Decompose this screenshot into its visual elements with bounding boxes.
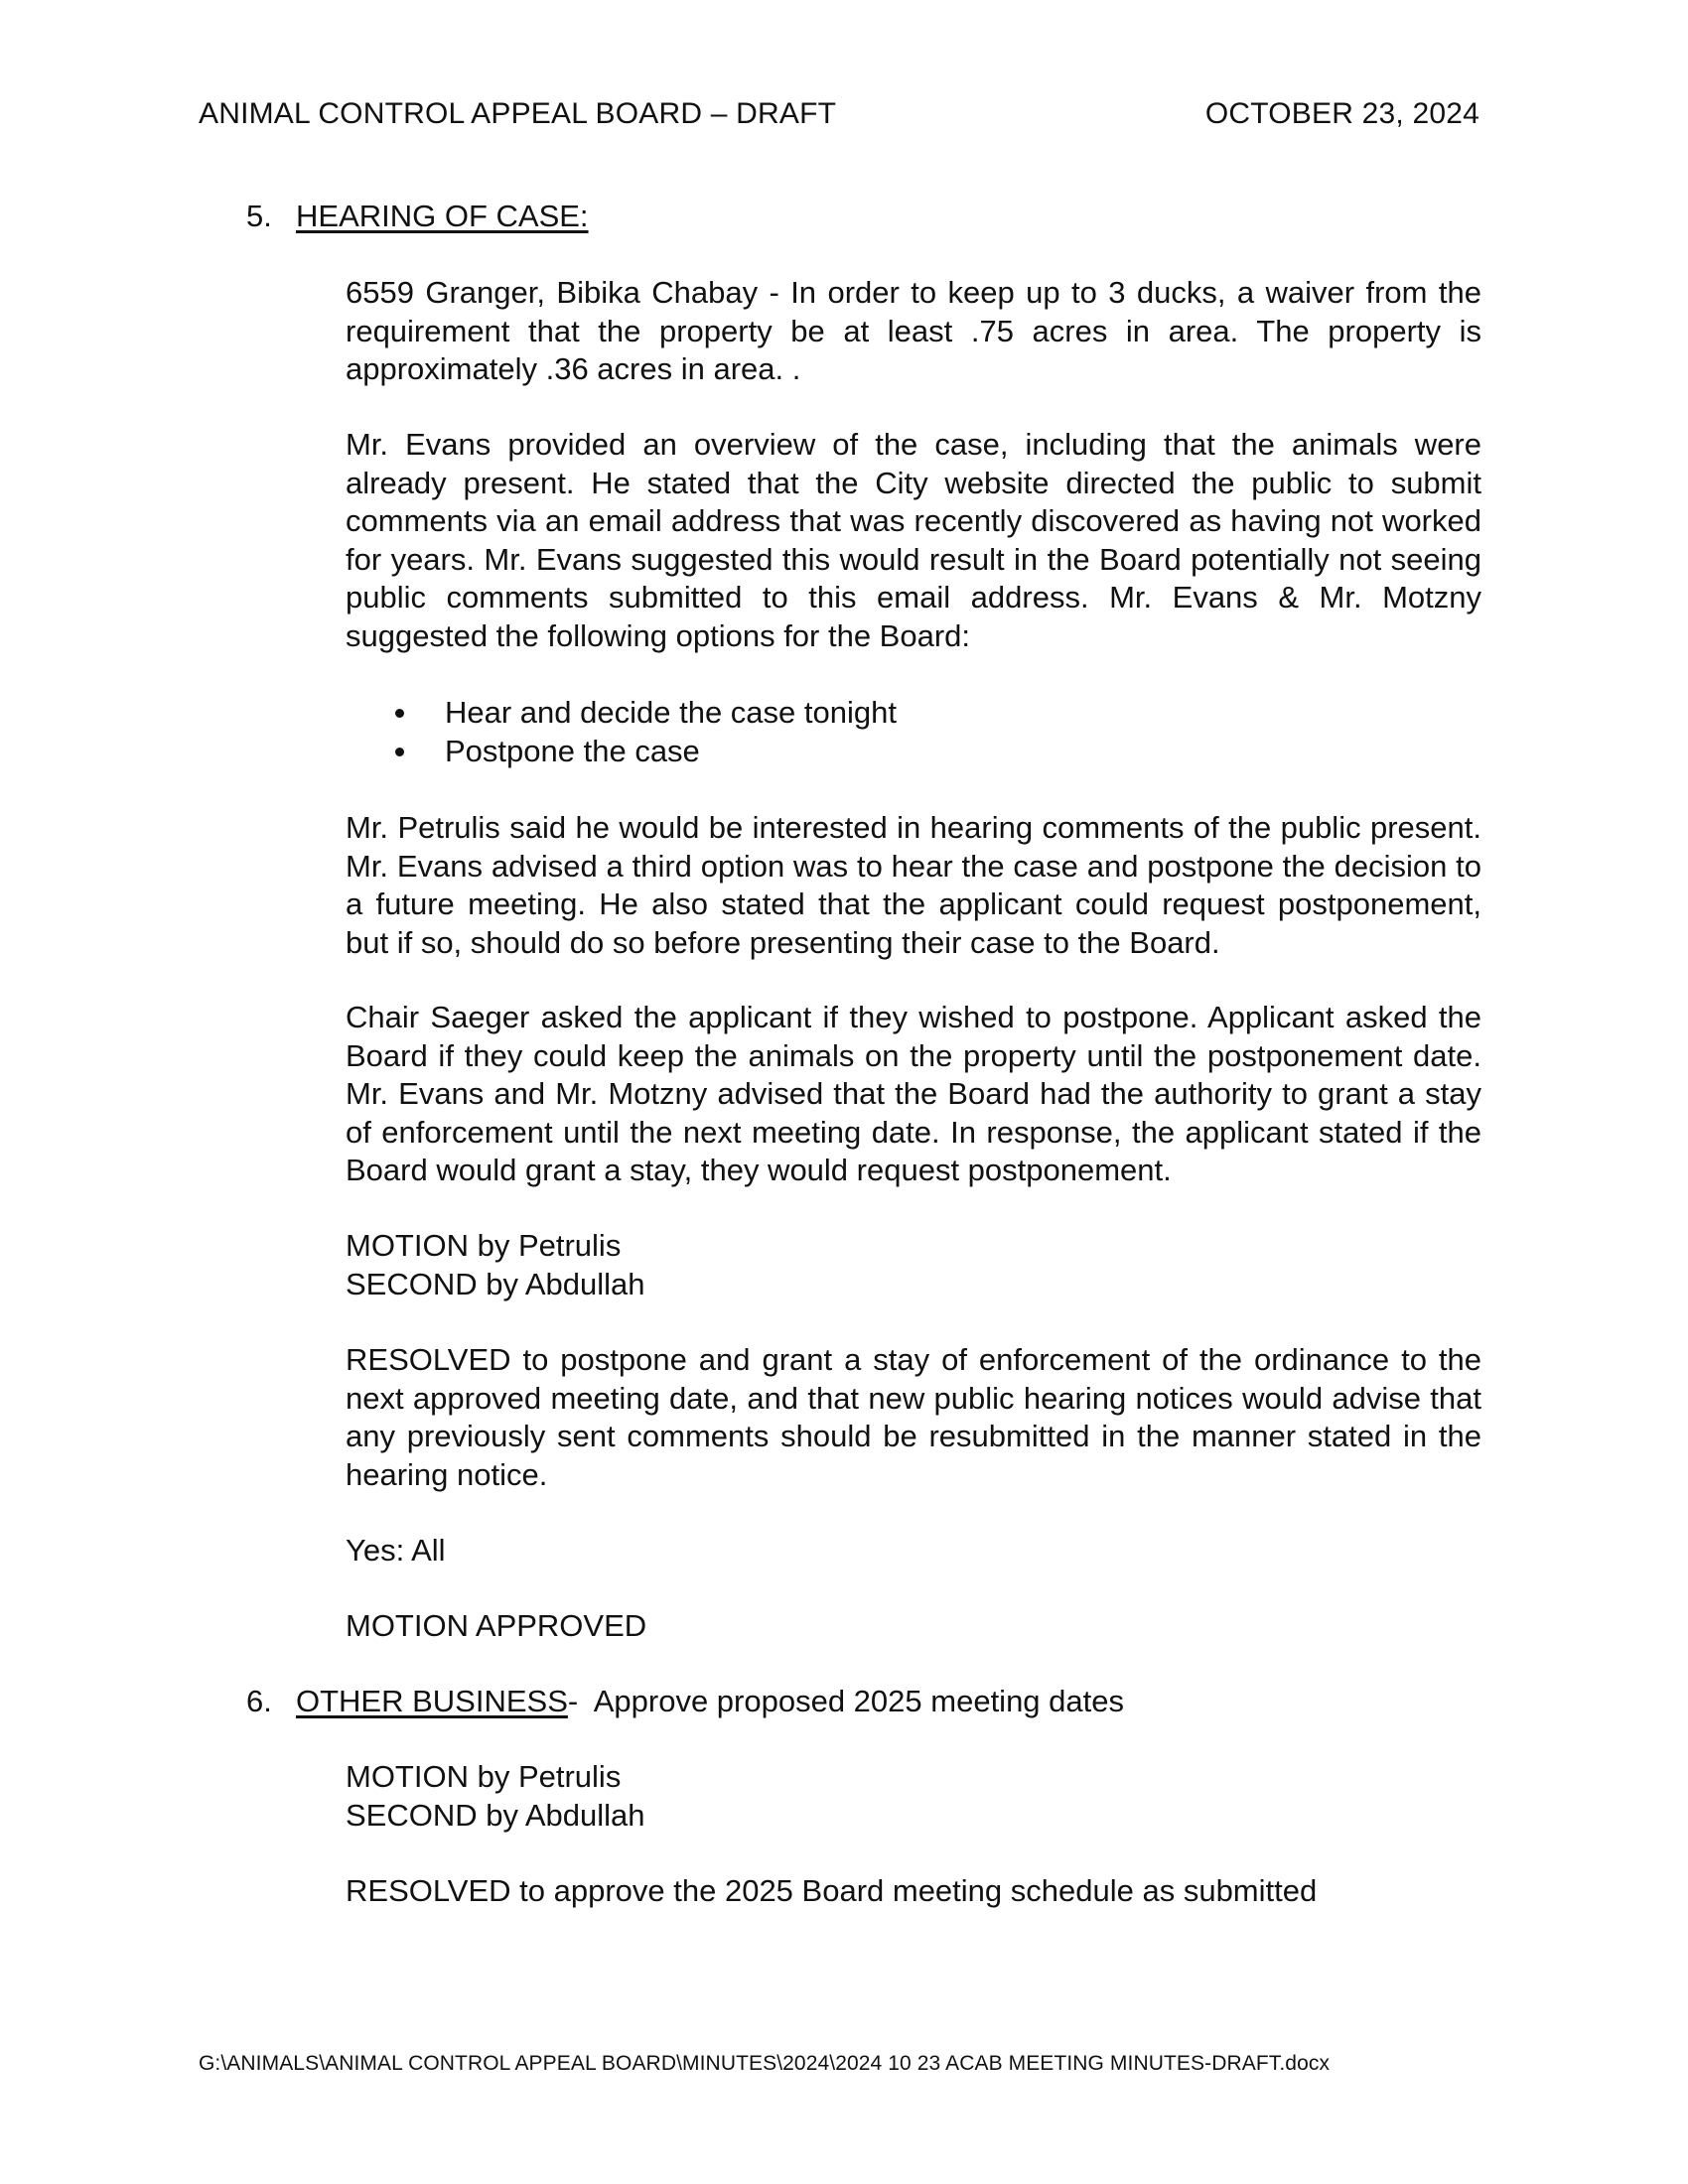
bullet-icon (395, 748, 404, 756)
section-5-title: HEARING OF CASE: (296, 199, 589, 233)
options-list (395, 693, 897, 770)
list-item (395, 732, 897, 770)
bullet-icon (395, 709, 404, 718)
case-overview-paragraph: Mr. Evans provided an overview of the case, including that the animals were already present. He stated that the City website directed the public to submit comments via an email address that was recently discovered as having not worked for years. Mr. Evans suggested this would result in the Board potentially not seeing public comments submitted to this email address. Mr. Evans & Mr. Motzny suggested the following options for the Board: (346, 427, 1481, 653)
section-6-heading (246, 1684, 1124, 1719)
page-header (199, 97, 1479, 131)
second-line: SECOND by Abdullah (346, 1797, 645, 1833)
motion-line: MOTION by Petrulis (346, 1228, 622, 1263)
second-line: SECOND by Abdullah (346, 1266, 645, 1301)
section-6-motion-block (346, 1758, 1481, 1835)
section-6-number: 6. (246, 1684, 272, 1718)
vote-tally: Yes: All (346, 1533, 446, 1568)
motion-line: MOTION by Petrulis (346, 1759, 622, 1794)
option-text: Hear and decide the case tonight (445, 695, 897, 730)
header-board-title: ANIMAL CONTROL APPEAL BOARD – DRAFT (199, 97, 837, 130)
section-6-subject: - Approve proposed 2025 meeting dates (567, 1684, 1124, 1718)
section-5-resolution: RESOLVED to postpone and grant a stay of enforcement of the ordinance to the next approved meeting date, and that new public hearing notices would advise that any previously sent comments should be resubmitted in the manner stated in the hearing notice. (346, 1342, 1481, 1492)
saeger-paragraph: Chair Saeger asked the applicant if they wished to postpone. Applicant asked the Board if they could keep the animals on the property until the postponement date. Mr. Evans and Mr. Motzny advised that the Board had the authority to grant a stay of enforcement until the next meeting date. In response, the applicant stated if the Board would grant a stay, they would request postponement. (346, 1000, 1481, 1187)
section-5-number: 5. (246, 199, 272, 233)
footer-file-path: G:\ANIMALS\ANIMAL CONTROL APPEAL BOARD\MINUTES\2024\2024 10 23 ACAB MEETING MINUTES-DRAFT.docx (199, 2052, 1331, 2075)
motion-result: MOTION APPROVED (346, 1608, 647, 1643)
section-6-resolution: RESOLVED to approve the 2025 Board meeting schedule as submitted (346, 1873, 1318, 1908)
section-5-heading (246, 199, 589, 234)
petrulis-paragraph: Mr. Petrulis said he would be interested in hearing comments of the public present. Mr. Evans advised a third option was to hear the case and postpone the decision to a future meeting. He also stated that the applicant could request postponement, but if so, should do so before presenting their case to the Board. (346, 810, 1481, 960)
section-5-motion-block (346, 1227, 1481, 1303)
section-6-title: OTHER BUSINESS (296, 1684, 568, 1718)
option-text: Postpone the case (445, 734, 700, 768)
case-description-paragraph: 6559 Granger, Bibika Chabay - In order to keep up to 3 ducks, a waiver from the requirement that the property be at least .75 acres in area. The property is approximately .36 acres in area. . (346, 275, 1481, 386)
list-item (395, 693, 897, 732)
header-meeting-date: OCTOBER 23, 2024 (1204, 97, 1479, 130)
